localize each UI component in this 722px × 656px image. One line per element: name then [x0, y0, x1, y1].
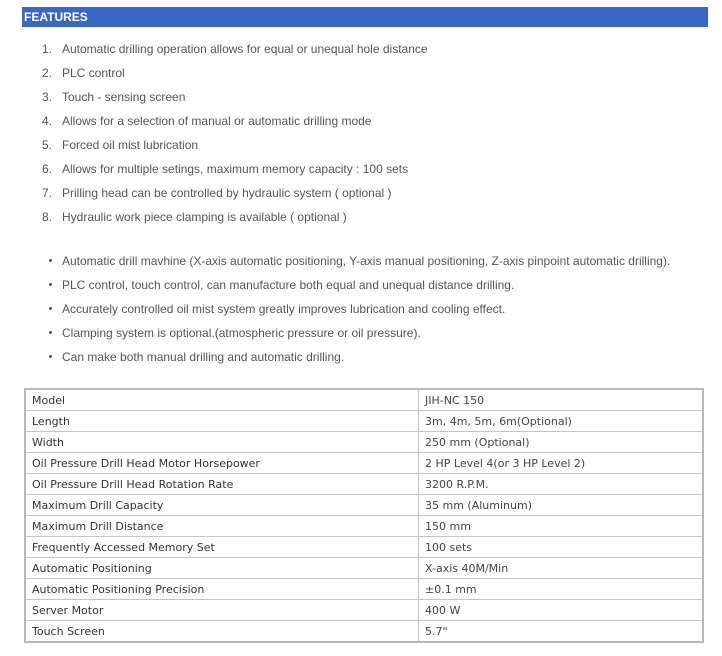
spec-value: 150 mm [419, 516, 704, 537]
spec-value: 100 sets [419, 537, 704, 558]
table-row [25, 411, 703, 432]
spec-value: 35 mm (Aluminum) [419, 495, 704, 516]
item-number: 5. [42, 138, 53, 152]
table-row [25, 389, 703, 411]
spec-label: Automatic Positioning Precision [25, 579, 419, 600]
highlight-text: Can make both manual drilling and automatic drilling. [62, 350, 345, 364]
spec-value: JIH-NC 150 [419, 389, 704, 411]
spec-table [24, 388, 704, 643]
feature-text: Allows for multiple setings, maximum memory capacity : 100 sets [62, 162, 409, 176]
item-number: 4. [42, 114, 53, 128]
spec-label: Model [25, 389, 419, 411]
table-row [25, 600, 703, 621]
spec-value: 2 HP Level 4(or 3 HP Level 2) [419, 453, 704, 474]
spec-label: Oil Pressure Drill Head Motor Horsepower [25, 453, 419, 474]
highlight-text: Accurately controlled oil mist system greatly improves lubrication and cooling effect. [62, 302, 506, 316]
table-row [25, 558, 703, 579]
spec-value: 250 mm (Optional) [419, 432, 704, 453]
highlight-text: PLC control, touch control, can manufacture both equal and unequal distance drilling. [62, 278, 515, 292]
spec-label: Maximum Drill Distance [25, 516, 419, 537]
bullet-icon [49, 355, 52, 358]
bullet-icon [49, 283, 52, 286]
spec-value: X-axis 40M/Min [419, 558, 704, 579]
spec-value: 400 W [419, 600, 704, 621]
bullet-icon [49, 259, 52, 262]
feature-text: Touch - sensing screen [62, 90, 186, 104]
spec-label: Touch Screen [25, 621, 419, 643]
table-row [25, 495, 703, 516]
features-title: FEATURES [24, 10, 88, 24]
table-row [25, 621, 703, 643]
spec-label: Frequently Accessed Memory Set [25, 537, 419, 558]
feature-text: Hydraulic work piece clamping is available ( optional ) [62, 210, 347, 224]
item-number: 8. [42, 210, 53, 224]
table-row [25, 432, 703, 453]
feature-text: Forced oil mist lubrication [62, 138, 199, 152]
spec-value: 3200 R.P.M. [419, 474, 704, 495]
table-row [25, 474, 703, 495]
spec-label: Server Motor [25, 600, 419, 621]
highlight-text: Clamping system is optional.(atmospheric pressure or oil pressure). [62, 326, 421, 340]
item-number: 6. [42, 162, 53, 176]
item-number: 1. [42, 42, 53, 56]
bullet-icon [49, 307, 52, 310]
spec-label: Oil Pressure Drill Head Rotation Rate [25, 474, 419, 495]
table-row [25, 579, 703, 600]
feature-text: PLC control [62, 66, 125, 80]
spec-value: 5.7" [419, 621, 704, 643]
highlight-text: Automatic drill mavhine (X-axis automatic positioning, Y-axis manual positioning, Z-axis pinpoint automatic drilling). [62, 254, 671, 268]
spec-label: Width [25, 432, 419, 453]
item-number: 2. [42, 66, 53, 80]
features-header [22, 7, 708, 27]
spec-value: 3m, 4m, 5m, 6m(Optional) [419, 411, 704, 432]
item-number: 3. [42, 90, 53, 104]
feature-text: Automatic drilling operation allows for equal or unequal hole distance [62, 42, 428, 56]
table-row [25, 516, 703, 537]
item-number: 7. [42, 186, 53, 200]
table-row [25, 537, 703, 558]
spec-label: Maximum Drill Capacity [25, 495, 419, 516]
feature-text: Allows for a selection of manual or automatic drilling mode [62, 114, 372, 128]
spec-label: Automatic Positioning [25, 558, 419, 579]
spec-label: Length [25, 411, 419, 432]
table-row [25, 453, 703, 474]
bullet-icon [49, 331, 52, 334]
feature-text: Prilling head can be controlled by hydraulic system ( optional ) [62, 186, 392, 200]
spec-value: ±0.1 mm [419, 579, 704, 600]
